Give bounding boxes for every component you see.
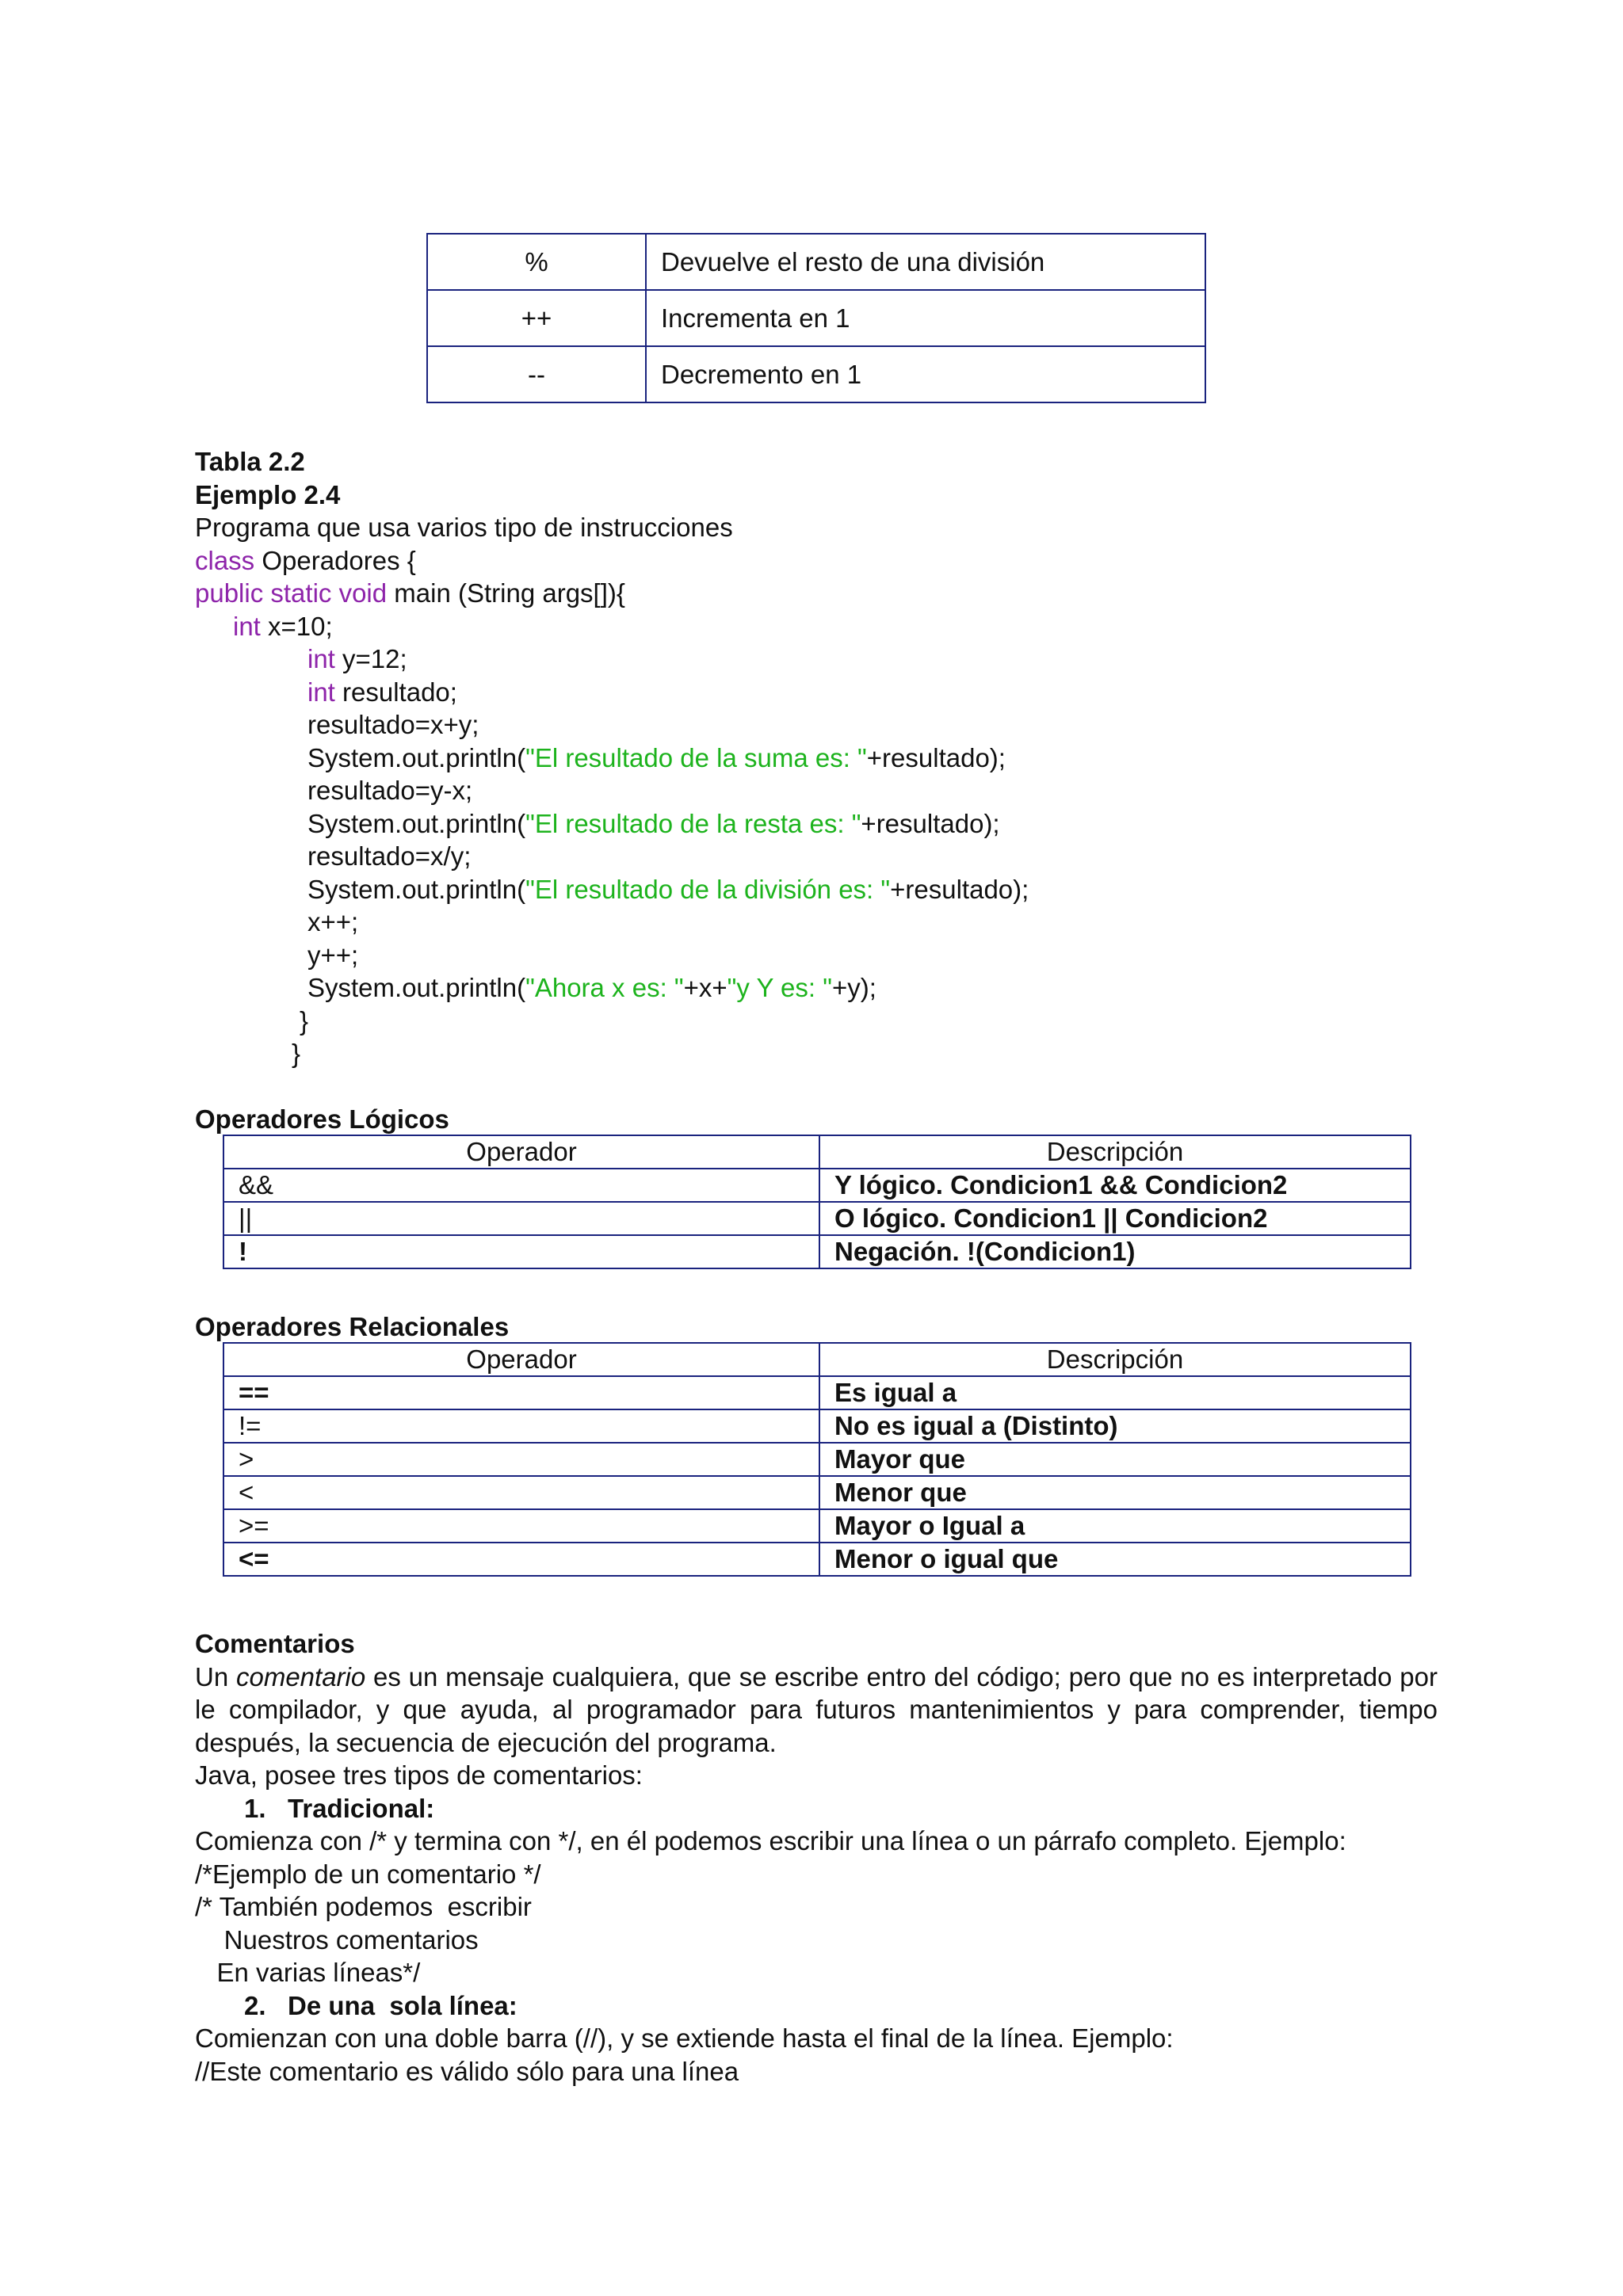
operator-cell: !: [223, 1235, 819, 1268]
code-line: resultado=x/y;: [307, 841, 472, 871]
code-keyword: int: [307, 677, 335, 707]
description-cell: Y lógico. Condicion1 && Condicion2: [819, 1169, 1411, 1202]
operator-cell: ||: [223, 1202, 819, 1235]
description-cell: Es igual a: [819, 1376, 1411, 1409]
code-line: resultado=y-x;: [307, 776, 473, 805]
single-line-description: Comienzan con una doble barra (//), y se extiende hasta el final de la línea. Ejemplo:: [195, 2023, 1174, 2053]
example-intro: Programa que usa varios tipo de instrucciones: [195, 513, 733, 542]
table-caption: Tabla 2.2: [195, 447, 305, 476]
logical-operators-heading: Operadores Lógicos: [195, 1104, 449, 1134]
example-line: En varias líneas*/: [195, 1958, 421, 1987]
code-text: System.out.println(: [307, 973, 526, 1002]
code-text: +resultado);: [861, 808, 1000, 838]
operator-cell: --: [427, 346, 646, 402]
code-keyword: public static void: [195, 578, 388, 608]
code-string: "y Y es: ": [727, 973, 832, 1002]
operator-cell: ==: [223, 1376, 819, 1409]
code-line: [195, 971, 1439, 1005]
code-text: x=10;: [260, 611, 333, 641]
description-cell: Incrementa en 1: [646, 290, 1205, 346]
table-row: [223, 1202, 1411, 1235]
description-cell: No es igual a (Distinto): [819, 1409, 1411, 1443]
description-cell: Mayor o Igual a: [819, 1509, 1411, 1543]
code-line: [195, 742, 1439, 775]
description-cell: Mayor que: [819, 1443, 1411, 1476]
comments-heading: Comentarios: [195, 1629, 355, 1658]
code-line: [195, 643, 1439, 676]
code-text: System.out.println(: [307, 742, 526, 772]
table-row: [223, 1543, 1411, 1576]
column-header-operator: Operador: [223, 1135, 819, 1169]
example-title: Ejemplo 2.4: [195, 479, 341, 509]
code-text: System.out.println(: [307, 808, 526, 838]
code-text: Operadores {: [254, 545, 416, 575]
code-keyword: int: [307, 644, 335, 673]
code-line: [195, 676, 1439, 709]
code-string: "Ahora x es: ": [525, 973, 684, 1002]
code-string: "El resultado de la suma es: ": [525, 742, 867, 772]
code-line: resultado=x+y;: [307, 710, 479, 739]
code-keyword: class: [195, 545, 255, 575]
code-text: +resultado);: [890, 874, 1029, 904]
code-text: +y);: [831, 973, 876, 1002]
code-line: }: [292, 1039, 301, 1068]
table-row: [223, 1409, 1411, 1443]
table-row: [223, 1443, 1411, 1476]
table-row: [427, 290, 1205, 346]
example-line: //Este comentario es válido sólo para una línea: [195, 2056, 739, 2086]
comments-section: [195, 1627, 1438, 2088]
code-text: y=12;: [334, 644, 407, 673]
code-text: resultado;: [334, 677, 457, 707]
example-block: [195, 445, 1439, 1070]
table-row: [427, 346, 1205, 402]
description-cell: Decremento en 1: [646, 346, 1205, 402]
operator-cell: %: [427, 234, 646, 290]
table-header-row: [223, 1135, 1411, 1169]
table-row: [223, 1376, 1411, 1409]
code-text: System.out.println(: [307, 874, 526, 904]
table-row: [223, 1509, 1411, 1543]
code-line: y++;: [307, 940, 359, 970]
list-item-single-line: 2. De una sola línea:: [244, 1990, 517, 2020]
table-row: [427, 234, 1205, 290]
description-cell: Negación. !(Condicion1): [819, 1235, 1411, 1268]
arithmetic-operators-table: [426, 233, 1206, 403]
operator-cell: ++: [427, 290, 646, 346]
table-header-row: [223, 1343, 1411, 1376]
text-span: Un: [195, 1661, 236, 1691]
operator-cell: <=: [223, 1543, 819, 1576]
code-line: [195, 610, 1439, 643]
description-cell: Menor o igual que: [819, 1543, 1411, 1576]
column-header-description: Descripción: [819, 1135, 1411, 1169]
code-line: [195, 577, 1439, 610]
code-text: main (String args[]){: [387, 578, 625, 608]
operator-cell: >: [223, 1443, 819, 1476]
code-line: }: [300, 1005, 309, 1035]
column-header-operator: Operador: [223, 1343, 819, 1376]
relational-operators-table: [223, 1342, 1411, 1577]
code-string: "El resultado de la resta es: ": [525, 808, 861, 838]
list-item-traditional: 1. Tradicional:: [244, 1793, 435, 1823]
example-line: Nuestros comentarios: [195, 1924, 479, 1955]
emphasized-term: comentario: [235, 1661, 366, 1691]
code-string: "El resultado de la división es: ": [525, 874, 891, 904]
code-text: +resultado);: [866, 742, 1006, 772]
description-cell: Devuelve el resto de una división: [646, 234, 1205, 290]
code-line: x++;: [307, 907, 359, 936]
table-row: [223, 1476, 1411, 1509]
logical-operators-table: [223, 1135, 1411, 1269]
comments-paragraph: [195, 1661, 1438, 1760]
text-span: es un mensaje cualquiera, que se escribe entro del código; pero que no es interpretado por le compilador, y que ayuda, al programador para futuros mantenimientos y para comprender, tiempo después, la secuencia de ejecución del programa.: [195, 1661, 1438, 1757]
description-cell: O lógico. Condicion1 || Condicion2: [819, 1202, 1411, 1235]
table-row: [223, 1235, 1411, 1268]
example-line: /* También podemos escribir: [195, 1892, 532, 1921]
operator-cell: !=: [223, 1409, 819, 1443]
code-text: +x+: [683, 973, 727, 1002]
operator-cell: &&: [223, 1169, 819, 1202]
code-line: [195, 807, 1439, 841]
code-line: [195, 873, 1439, 906]
traditional-description: Comienza con /* y termina con */, en él podemos escribir una línea o un párrafo completo. Ejemplo:: [195, 1826, 1346, 1855]
operator-cell: >=: [223, 1509, 819, 1543]
code-keyword: int: [233, 611, 261, 641]
description-cell: Menor que: [819, 1476, 1411, 1509]
example-line: /*Ejemplo de un comentario */: [195, 1859, 541, 1889]
operator-cell: <: [223, 1476, 819, 1509]
column-header-description: Descripción: [819, 1343, 1411, 1376]
relational-operators-heading: Operadores Relacionales: [195, 1312, 510, 1341]
table-row: [223, 1169, 1411, 1202]
comments-types-intro: Java, posee tres tipos de comentarios:: [195, 1760, 643, 1790]
code-line: [195, 544, 1439, 578]
